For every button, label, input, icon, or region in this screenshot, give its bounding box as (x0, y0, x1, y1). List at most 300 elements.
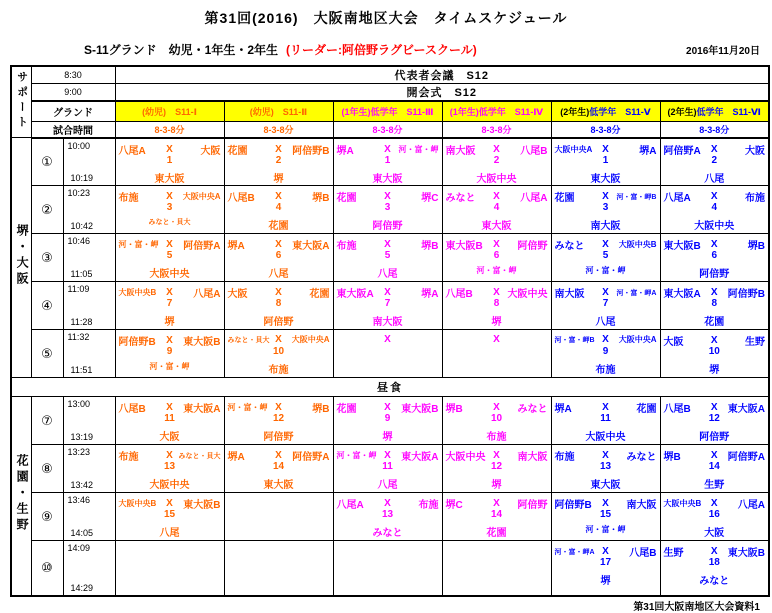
meeting-label: 代表者会議 S12 (115, 66, 769, 84)
match-row-③ (11, 234, 769, 282)
team-b: 大阪 (745, 145, 765, 157)
column-grade: (1年生) (449, 106, 479, 117)
team-b: 大阪中央A (182, 192, 221, 201)
match-number: 14 (708, 461, 720, 472)
match-number: 6 (711, 250, 718, 261)
match-cell (660, 493, 769, 541)
team-b: 東大阪A (727, 404, 765, 415)
vs-mark: X (602, 546, 609, 557)
time-start: 13:46 (67, 495, 91, 505)
team-b: 生野 (745, 337, 765, 348)
match-cell (660, 234, 769, 282)
matchup-line (661, 397, 769, 413)
match-number: 3 (602, 202, 609, 213)
match-cell (224, 541, 333, 596)
team-a: 堺A (227, 241, 245, 252)
vs-mark: X (602, 450, 609, 461)
match-cell (660, 541, 769, 596)
match-cell (442, 234, 551, 282)
vs-mark: X (493, 191, 500, 202)
vs-mark: X (493, 402, 500, 413)
vs-mark: X (602, 334, 609, 345)
matchup-line (552, 234, 660, 250)
matchup-line (552, 139, 660, 155)
group-label (11, 138, 31, 378)
row-number: ④ (31, 282, 63, 330)
matchup-line (443, 445, 551, 461)
support-label (11, 66, 31, 138)
team-b: 大阪 (200, 145, 221, 157)
team-a: 布施 (554, 452, 575, 463)
team-a: 阿倍野B (554, 500, 592, 511)
team-a: 八尾B (663, 404, 691, 415)
matchup-line (334, 139, 442, 155)
team-b: 東大阪B (183, 500, 221, 511)
match-cell (333, 234, 442, 282)
vs-mark: X (602, 143, 609, 155)
match-cell (660, 445, 769, 493)
time-end: 14:05 (70, 528, 94, 538)
duration-cell-4: 8-3-8分 (442, 121, 551, 138)
opening-row (11, 84, 769, 102)
leader-note: (リーダー:阿倍野ラグビースクール) (286, 43, 477, 57)
team-a: みなと (554, 241, 585, 252)
lunch-label: 昼食 (11, 378, 769, 397)
matchup-line (552, 282, 660, 298)
subtitle-bar (84, 41, 760, 58)
referee-team: 東大阪 (372, 173, 403, 185)
vs-mark: X (602, 402, 609, 413)
team-b: 八尾A (193, 289, 221, 300)
vs-mark: X (275, 287, 282, 298)
row-number: ⑤ (31, 330, 63, 378)
match-number: 1 (166, 154, 173, 166)
referee-team: 南大阪 (590, 221, 621, 232)
match-cell (115, 330, 224, 378)
match-number: 15 (599, 509, 612, 520)
team-a: 堺A (227, 452, 245, 463)
match-cell (442, 186, 551, 234)
matchup-line (116, 234, 224, 250)
match-cell (115, 445, 224, 493)
referee-team: 東大阪 (154, 173, 185, 185)
referee-team: 阿倍野 (699, 432, 730, 443)
page-title: 第31回(2016) 大阪南地区大会 タイムスケジュール (204, 10, 568, 26)
matchup-line (661, 445, 769, 461)
matchup-line (116, 282, 224, 298)
match-cell (551, 541, 660, 596)
vs-mark: X (602, 287, 609, 298)
time-end: 11:05 (70, 269, 93, 279)
team-a: 堺B (445, 404, 463, 415)
team-b: 堺A (421, 289, 439, 300)
team-a: 八尾A (118, 145, 146, 157)
match-number: 10 (490, 413, 503, 424)
team-a: 東大阪A (663, 289, 701, 300)
matchup-line (334, 282, 442, 298)
team-b: 堺B (312, 404, 330, 415)
time-cell (63, 186, 115, 234)
time-end: 13:42 (70, 480, 94, 490)
team-a: 大阪中央 (445, 452, 486, 463)
time-cell (63, 234, 115, 282)
referee-team: 八尾 (377, 480, 398, 491)
vs-mark: X (710, 239, 718, 250)
match-number: 9 (384, 413, 391, 424)
vs-mark: X (493, 239, 500, 250)
team-b: 東大阪A (183, 404, 221, 415)
vs-mark: X (384, 191, 391, 202)
match-number: 10 (272, 346, 285, 357)
matchup-line (552, 397, 660, 413)
vs-mark: X (493, 334, 500, 345)
match-cell (115, 397, 224, 445)
time-cell (63, 493, 115, 541)
matchup-line (116, 445, 224, 461)
event-date: 2016年11月20日 (686, 46, 760, 57)
team-a: 堺B (663, 452, 681, 463)
meeting-row (11, 66, 769, 84)
team-a: 河・富・岬A (554, 548, 595, 556)
duration-row (11, 121, 769, 138)
match-cell (224, 397, 333, 445)
duration-cell-1: 8-3-8分 (115, 121, 224, 138)
match-cell (551, 445, 660, 493)
time-cell (63, 541, 115, 596)
match-number: 5 (602, 250, 609, 261)
match-cell (551, 493, 660, 541)
match-number: 13 (163, 461, 176, 472)
team-b: 東大阪B (727, 548, 765, 559)
match-row-⑨ (11, 493, 769, 541)
match-cell (551, 234, 660, 282)
matchup-line (116, 186, 224, 202)
vs-mark: X (166, 287, 173, 298)
team-a: 阿倍野A (663, 145, 701, 157)
vs-mark: X (275, 402, 282, 413)
vs-mark: X (384, 450, 391, 461)
match-number: 1 (384, 154, 391, 166)
matchup-line (661, 282, 769, 298)
matchup-line (334, 445, 442, 461)
referee-team: 阿倍野 (699, 269, 730, 280)
column-name: S11-Ⅱ (273, 106, 308, 117)
vs-mark: X (166, 402, 173, 413)
duration-row-label: 試合時間 (31, 121, 115, 138)
referee-team: 河・富・岬 (585, 266, 626, 275)
matchup-line (116, 139, 224, 155)
matchup-line (334, 330, 442, 346)
vs-mark: X (275, 191, 282, 202)
match-number: 4 (711, 202, 718, 213)
team-b: 東大阪A (401, 452, 439, 463)
referee-team: 大阪中央 (149, 269, 190, 280)
team-a: 八尾A (663, 193, 691, 204)
match-cell (333, 493, 442, 541)
time-start: 11:09 (67, 284, 90, 294)
match-cell (660, 397, 769, 445)
referee-team: 堺 (164, 317, 175, 328)
matchup-line (552, 445, 660, 461)
team-a: 八尾B (445, 289, 473, 300)
column-header-6 (660, 101, 769, 121)
time-end: 11:28 (70, 317, 93, 327)
match-cell (333, 397, 442, 445)
match-row-④ (11, 282, 769, 330)
referee-team: 東大阪 (590, 480, 621, 491)
matchup-line (225, 139, 333, 155)
referee-team: 八尾 (595, 317, 616, 328)
matchup-line (552, 186, 660, 202)
match-row-⑩ (11, 541, 769, 596)
match-number: 5 (166, 250, 173, 261)
match-cell (442, 282, 551, 330)
column-grade: (幼児) (142, 106, 167, 117)
vs-mark: X (710, 191, 718, 202)
match-number: 13 (381, 509, 394, 520)
team-a: 東大阪B (663, 241, 701, 252)
matchup-line (661, 139, 769, 155)
match-number: 2 (493, 154, 500, 166)
matchup-line (225, 234, 333, 250)
team-a: 南大阪 (554, 289, 585, 300)
match-number: 2 (275, 154, 282, 166)
team-b: 東大阪B (401, 404, 439, 415)
column-grade: (2年生) (667, 106, 697, 117)
referee-team: 大阪中央 (476, 173, 517, 185)
match-number: 11 (164, 413, 175, 424)
match-number: 9 (166, 346, 173, 357)
vs-mark: X (602, 239, 609, 250)
matchup-line (225, 282, 333, 298)
vs-mark: X (384, 143, 391, 155)
match-number: 12 (490, 461, 503, 472)
referee-team: 大阪中央 (585, 432, 626, 443)
match-cell (224, 138, 333, 186)
time-end: 10:42 (70, 221, 94, 231)
team-a: 堺C (445, 500, 463, 511)
match-row-⑤ (11, 330, 769, 378)
matchup-line (334, 186, 442, 202)
team-b: みなと (517, 404, 548, 415)
match-number: 15 (163, 509, 176, 520)
team-b: 堺B (312, 193, 330, 204)
team-a: 阿倍野B (118, 337, 156, 348)
match-cell (224, 330, 333, 378)
vs-mark: X (166, 450, 173, 461)
match-number: 9 (602, 346, 609, 357)
team-b: 大阪中央A (618, 335, 657, 344)
vs-mark: X (384, 334, 391, 345)
team-a: 花園 (554, 193, 575, 204)
vs-mark: X (275, 334, 282, 345)
time-cell (63, 397, 115, 445)
team-b: 八尾A (520, 193, 548, 204)
team-b: 阿倍野B (727, 289, 765, 300)
referee-team: 堺 (491, 480, 502, 491)
match-cell (551, 282, 660, 330)
time-start: 10:23 (67, 188, 91, 198)
match-cell (442, 541, 551, 596)
team-b: 河・富・岬A (616, 289, 657, 297)
team-b: 南大阪 (517, 452, 548, 463)
referee-team: 堺 (709, 365, 720, 376)
referee-team: 堺 (491, 317, 502, 328)
duration-cell-2: 8-3-8分 (224, 121, 333, 138)
match-number: 2 (711, 154, 718, 166)
team-b: 堺A (639, 145, 657, 157)
matchup-line (116, 493, 224, 509)
match-number: 6 (493, 250, 500, 261)
match-number: 7 (602, 298, 609, 309)
time-start: 13:00 (67, 399, 91, 409)
group-label-text: 花園・生野 (15, 454, 30, 535)
team-a: 河・富・岬B (554, 336, 595, 344)
team-a: 南大阪 (445, 145, 476, 157)
vs-mark: X (384, 287, 391, 298)
match-cell (551, 186, 660, 234)
duration-cell-3: 8-3-8分 (333, 121, 442, 138)
matchup-line (225, 186, 333, 202)
match-number: 12 (272, 413, 285, 424)
referee-team: 大阪 (704, 528, 725, 539)
team-b: 阿倍野 (517, 500, 548, 511)
match-number: 18 (708, 557, 720, 568)
opening-time: 9:00 (31, 84, 115, 102)
matchup-line (443, 330, 551, 346)
referee-team: みなと (699, 576, 730, 587)
matchup-line (552, 541, 660, 557)
team-a: 大阪 (663, 337, 684, 348)
team-a: 布施 (118, 452, 139, 463)
team-a: みなと・貝大 (227, 336, 270, 344)
matchup-line (225, 330, 333, 346)
vs-mark: X (166, 191, 173, 202)
column-name: 低学年 S11-Ⅳ (478, 106, 544, 117)
match-cell (551, 397, 660, 445)
match-cell (660, 138, 769, 186)
matchup-line (661, 330, 769, 346)
match-cell (115, 493, 224, 541)
match-number: 8 (275, 298, 282, 309)
team-b: 堺B (747, 241, 765, 252)
row-number: ⑧ (31, 445, 63, 493)
ground-row-label: グランド (31, 101, 115, 121)
match-cell (442, 138, 551, 186)
referee-team: みなと (372, 528, 403, 539)
team-b: 阿倍野 (517, 241, 548, 252)
matchup-line (116, 330, 224, 346)
match-number: 4 (275, 202, 282, 213)
matchup-line (661, 493, 769, 509)
match-cell (551, 330, 660, 378)
column-grade: (2年生) (560, 106, 590, 117)
team-b: 堺B (421, 241, 439, 252)
vs-mark: X (493, 498, 500, 509)
referee-team: 南大阪 (372, 317, 403, 328)
column-name: S11-Ⅰ (166, 106, 197, 117)
vs-mark: X (166, 143, 173, 155)
match-cell (224, 493, 333, 541)
match-row-⑦ (11, 397, 769, 445)
match-cell (115, 186, 224, 234)
vs-mark: X (710, 287, 718, 298)
matchup-line (443, 186, 551, 202)
team-b: 八尾B (629, 548, 657, 559)
referee-team: 八尾 (159, 528, 180, 539)
match-number: 11 (382, 461, 393, 472)
match-cell (115, 234, 224, 282)
match-cell (224, 445, 333, 493)
team-b: 花園 (636, 404, 657, 415)
referee-team: 河・富・岬 (149, 362, 190, 371)
match-number: 17 (599, 557, 612, 568)
time-cell (63, 138, 115, 186)
time-start: 10:46 (67, 236, 91, 246)
match-cell (660, 330, 769, 378)
team-b: 阿倍野A (727, 452, 765, 463)
vs-mark: X (493, 287, 500, 298)
team-a: 河・富・岬 (227, 403, 268, 412)
referee-team: 布施 (268, 365, 289, 376)
column-header-1 (115, 101, 224, 121)
column-header-5 (551, 101, 660, 121)
time-end: 14:29 (70, 582, 94, 593)
match-cell (333, 186, 442, 234)
time-end: 13:19 (70, 432, 94, 442)
row-number: ③ (31, 234, 63, 282)
team-b: 東大阪A (292, 241, 330, 252)
ground-subtitle: S-11グランド 幼児・1年生・2年生 (84, 43, 279, 57)
match-cell (442, 330, 551, 378)
team-b: 阿倍野A (292, 452, 330, 463)
row-number: ② (31, 186, 63, 234)
referee-team: 花園 (486, 528, 507, 539)
match-number: 1 (602, 154, 609, 166)
group-label (11, 397, 31, 596)
match-cell (442, 445, 551, 493)
team-a: 大阪中央B (663, 499, 702, 508)
match-row-⑧ (11, 445, 769, 493)
team-b: 阿倍野A (183, 241, 221, 252)
matchup-line (334, 493, 442, 509)
column-header-4 (442, 101, 551, 121)
vs-mark: X (166, 498, 173, 509)
lunch-row (11, 378, 769, 397)
matchup-line (116, 397, 224, 413)
vs-mark: X (710, 546, 718, 557)
matchup-line (552, 493, 660, 509)
team-b: 八尾A (737, 500, 765, 511)
team-b: 東大阪B (183, 337, 221, 348)
vs-mark: X (275, 450, 282, 461)
time-cell (63, 330, 115, 378)
referee-team: 大阪中央 (694, 221, 735, 232)
vs-mark: X (384, 402, 391, 413)
team-a: 大阪中央A (554, 144, 593, 154)
team-b: 大阪中央A (291, 335, 330, 344)
team-b: 南大阪 (626, 500, 657, 511)
referee-team: 花園 (704, 317, 725, 328)
vs-mark: X (384, 239, 391, 250)
column-name: 低学年 S11-Ⅲ (370, 106, 434, 117)
referee-team: 河・富・岬 (585, 525, 626, 534)
schedule-table (10, 65, 770, 597)
referee-team: 堺 (382, 432, 393, 443)
time-cell (63, 282, 115, 330)
column-name: 低学年 S11-Ⅵ (696, 106, 761, 117)
match-number: 7 (384, 298, 391, 309)
